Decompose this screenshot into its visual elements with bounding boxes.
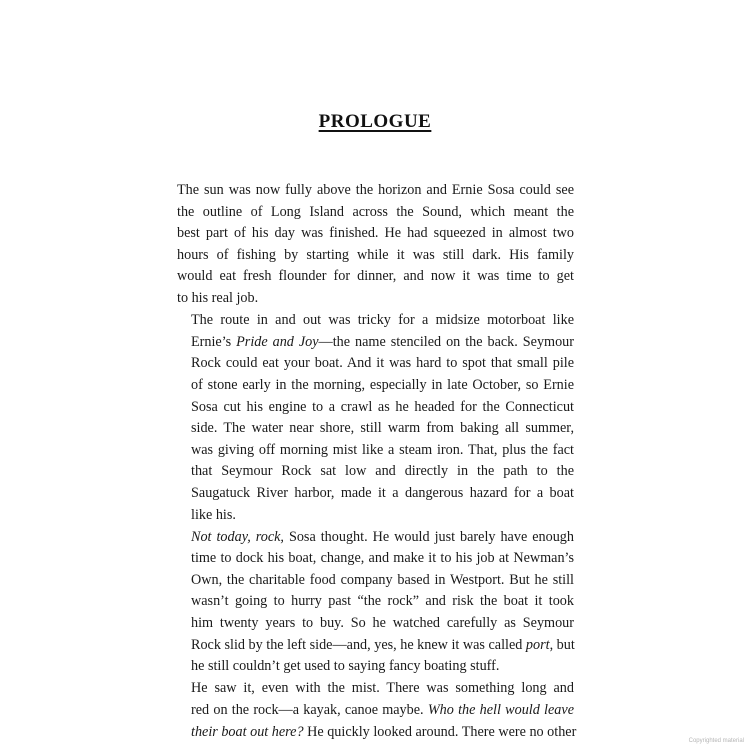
text-line: Not today, rock, Sosa thought. He would just barely have enough bbox=[191, 528, 574, 545]
text-line: was giving off morning mist like a steam iron. That, plus the fact bbox=[191, 441, 574, 458]
text-line: would eat fresh flounder for dinner, and now it was time to get bbox=[177, 268, 574, 285]
italic-text: their boat out here? bbox=[191, 723, 304, 740]
text-line: to his real job. bbox=[177, 289, 259, 306]
text-line: time to dock his boat, change, and make it to his job at Newman’s bbox=[191, 550, 574, 567]
text-line: he still couldn’t get used to saying fancy boating stuff. bbox=[191, 658, 500, 675]
copyright-watermark: Copyrighted material bbox=[688, 738, 744, 744]
text-line: Own, the charitable food company based in Westport. But he still bbox=[191, 571, 574, 588]
text-line: Rock slid by the left side—and, yes, he knew it was called port, but bbox=[191, 636, 575, 653]
italic-text: Not today, rock, bbox=[191, 528, 284, 545]
text-line: of stone early in the morning, especially in late October, so Ernie bbox=[191, 376, 574, 393]
paragraph-3 bbox=[177, 527, 574, 678]
text-line: side. The water near shore, still warm from baking all summer, bbox=[191, 420, 574, 437]
chapter-title: PROLOGUE bbox=[318, 111, 432, 132]
text-line: him twenty years to buy. So he watched carefully as Seymour bbox=[191, 615, 574, 632]
text-line: wasn’t going to hurry past “the rock” and risk the boat it took bbox=[191, 593, 574, 610]
text-line: red on the rock—a kayak, canoe maybe. Who the hell would leave bbox=[191, 702, 574, 719]
text-line: best part of his day was finished. He had squeezed in almost two bbox=[177, 225, 574, 242]
text-line: Sosa cut his engine to a crawl as he headed for the Connecticut bbox=[191, 398, 574, 415]
prologue-body bbox=[177, 180, 577, 744]
text-line: Saugatuck River harbor, made it a dangerous hazard for a boat bbox=[191, 484, 574, 501]
text-line: their boat out here? He quickly looked around. There were no other bbox=[191, 723, 577, 740]
paragraph-1 bbox=[177, 180, 574, 310]
text-line: The route in and out was tricky for a midsize motorboat like bbox=[191, 312, 574, 329]
text-line: hours of fishing by starting while it was still dark. His family bbox=[177, 246, 574, 263]
text-line: Rock could eat your boat. And it was hard to spot that small pile bbox=[191, 355, 574, 372]
text-line: the outline of Long Island across the Sound, which meant the bbox=[177, 203, 574, 220]
italic-text: Pride and Joy bbox=[236, 333, 319, 350]
paragraph-2 bbox=[177, 310, 574, 526]
text-line: Ernie’s Pride and Joy—the name stenciled on the back. Seymour bbox=[191, 333, 575, 350]
text-line: like his. bbox=[191, 506, 236, 523]
text-line: He saw it, even with the mist. There was something long and bbox=[191, 680, 574, 697]
text-line: that Seymour Rock sat low and directly in the path to the bbox=[191, 463, 574, 480]
italic-text: Who the hell would leave bbox=[427, 702, 574, 719]
italic-text: port bbox=[525, 636, 550, 653]
paragraph-4 bbox=[177, 678, 577, 743]
text-line: The sun was now fully above the horizon and Ernie Sosa could see bbox=[177, 182, 574, 198]
